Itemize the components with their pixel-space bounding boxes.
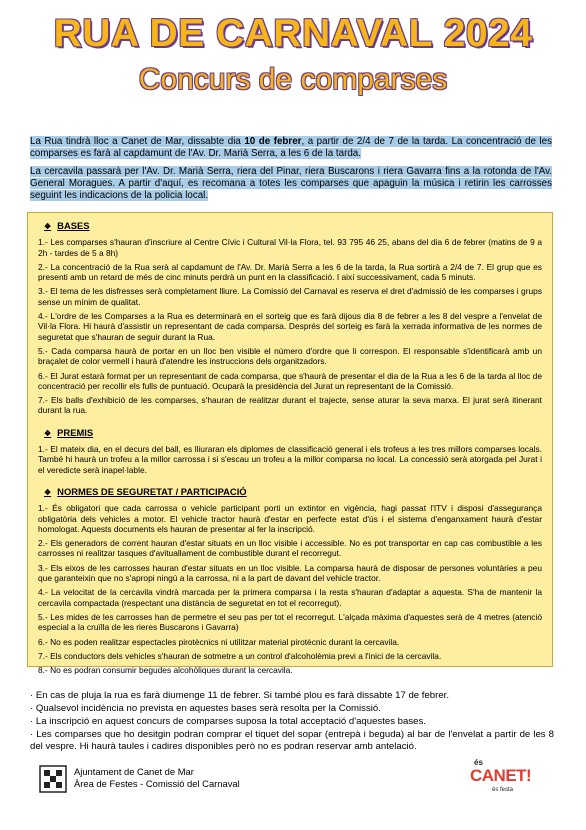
- list-item: 1.- És obligatori que cada carrossa o vehicle participant porti un extintor en vigència, hagi passat l'ITV i disposi d'assegurança obligatòria dels vehicles a motor. El vehicle tractor haurà d'estar en perfecte estat d'ús i el sistema d'enganxament haurà d'estar homologat. Aquests documents els hauran de presentar al fer la inscripció.: [38, 503, 542, 534]
- list-item: 5.- Les mides de les carrosses han de permetre el seu pas per tot el recorregut. L'alçada màxima d'aquestes serà de 4 metres (atenció especial a la cruïlla de les rieres Buscarons i Gavarra): [38, 611, 542, 633]
- intro-paragraph-2: [30, 166, 552, 202]
- section-heading-normes: ❖ NORMES DE SEGURETAT / PARTICIPACIÓ: [44, 485, 247, 497]
- list-item: 6.- El Jurat estarà format per un representant de cada comparsa, que s'haurà de presentar el dia de la Rua a les 6 de la tarda al lloc de concentració per recollir els fulls de puntuació. Ocuparà la presidència del Jurat un representant de la Comissió.: [38, 370, 542, 391]
- list-item: 1.- El mateix dia, en el decurs del ball, es lliuraran els diplomes de classificació general i els trofeus a les tres millors comparses locals. També hi haurà un trofeu a la millor carrossa i si s'escau un trofeu a la millor comparsa no local. La concessió serà atorgada pel Jurat i el veredicte serà inapel·lable.: [38, 444, 542, 475]
- notes-section: [30, 690, 554, 754]
- intro-text: , a partir de 2/4 de 7 de la tarda. La concentració de les comparses es farà al capdamunt de l'Av. Dr. Marià Serra, a les 6 de la tarda.: [30, 136, 552, 159]
- list-item: 8.- No es podran consumir begudes alcohòliques durant la cercavila.: [38, 665, 293, 676]
- list-item: 7.- Els conductors dels vehicles s'hauran de sotmetre a un control d'alcoholèmia previ a l'inici de la cercavila.: [38, 650, 442, 661]
- section-heading-bases: ❖ BASES: [44, 220, 90, 231]
- footer-line: Ajuntament de Canet de Mar: [74, 766, 194, 777]
- intro-date: 10 de febrer: [244, 136, 302, 147]
- list-item: 3.- Els eixos de les carrosses hauran d'estar situats en un lloc visible. La comparsa haurà de disposar de persones voluntàries a peu que garanteixin que no s'apropi ningú a la carrossa, ni a la part de davant del vehicle tractor.: [38, 562, 542, 584]
- list-item: 1.- Les comparses s'hauran d'inscriure al Centre Cívic i Cultural Vil·la Flora, tel. 93 795 46 25, abans del dia 6 de febrer (matins de 9 a 2h - tardes de 5 a 8h): [38, 237, 542, 258]
- intro-text: La cercavila passarà per l'Av. Dr. Marià Serra, riera del Pinar, riera Buscarons i riera Gavarra fins a la rotonda de l'Av. General Moragues. A partir d'aquí, es recomana a totes les comparses que apaguin la música i retirin les carrosses seguint les indicacions de la policia local.: [30, 166, 552, 201]
- diamond-bullet-icon: ❖: [44, 428, 52, 438]
- page-title: RUA DE CARNAVAL 2024: [53, 12, 533, 55]
- intro-section: [30, 136, 552, 208]
- list-item: 4.- La velocitat de la cercavila vindrà marcada per la primera comparsa i la resta s'hauran d'adaptar a aquesta. S'ha de mantenir la cercavila compactada (respectant una distància de seguretat en tot el recorregut).: [38, 587, 542, 608]
- canet-logo: és CANET! és festa: [470, 758, 532, 793]
- rules-box: [27, 212, 553, 676]
- town-crest-icon: [38, 764, 68, 794]
- footer-text: [74, 766, 240, 790]
- note-item: · La inscripció en aquest concurs de comparses suposa la total acceptació d'aquestes bases.: [30, 716, 426, 727]
- diamond-bullet-icon: ❖: [44, 222, 52, 231]
- list-item: 2.- Els generadors de corrent hauran d'estar situats en un lloc visible i accessible. No es pot transportar en cap cas combustible a les carrosses ni realitzar tasques d'avituallament de combustible durant el recorregut.: [38, 538, 542, 559]
- intro-paragraph-1: [30, 136, 552, 160]
- list-item: 2.- La concentració de la Rua serà al capdamunt de l'Av. Dr. Marià Serra a les 6 de la tarda, la Rua sortirà a 2/4 de 7. El grup que es presenti amb un retard de més de cinc minuts perdrà un punt en la classificació. I així successivament, cada 5 minuts.: [38, 261, 542, 283]
- note-item: · En cas de pluja la rua es farà diumenge 11 de febrer. Si també plou es farà dissabte 17 de febrer.: [30, 690, 450, 701]
- section-heading-premis: ❖ PREMIS: [44, 426, 94, 438]
- footer: [38, 758, 558, 818]
- list-item: 7.- Els balls d'exhibició de les comparses, s'hauran de realitzar durant el trajecte, sense aturar la seva marxa. El jurat serà itinerant durant la rua.: [38, 395, 542, 416]
- list-item: 6.- No es poden realitzar espectacles pirotècnics ni utilitzar material pirotècnic durant la cercavila.: [38, 636, 400, 647]
- diamond-bullet-icon: ❖: [44, 487, 52, 497]
- note-item: · Les comparses que ho desitgin podran comprar el tiquet del sopar (entrepà i beguda) al bar de l'envelat a partir de les 8 del vespre. Hi haurà taules i cadires disponibles però no es podran reservar amb antelació.: [30, 729, 554, 752]
- footer-line: Àrea de Festes - Comissió del Carnaval: [74, 778, 240, 789]
- note-item: · Qualsevol incidència no prevista en aquestes bases serà resolta per la Comissió.: [30, 703, 381, 714]
- list-item: 4.- L'ordre de les Comparses a la Rua es determinarà en el sorteig que es farà dijous dia 8 de febrer a les 8 del vespre a l'envelat de Vil·la Flora. Hi haurà d'assistir un representant de cada comparsa. Després del sorteig es farà la xerrada informativa de les normes de seguretat que s'hauran de seguir durant la Rua.: [38, 311, 542, 342]
- page-subtitle: Concurs de comparses: [138, 63, 448, 96]
- list-item: 3.- El tema de les disfresses serà completament lliure. La Comissió del Carnaval es reserva el dret d'admissió de les comparses i grups sense un mínim de qualitat.: [38, 286, 542, 307]
- list-item: 5.- Cada comparsa haurà de portar en un lloc ben visible el número d'ordre que li correspon. El responsable s'identificarà amb un braçalet de color vermell i haurà d'atendre les instruccions dels organitzadors.: [38, 345, 542, 367]
- intro-text: La Rua tindrà lloc a Canet de Mar, dissabte dia: [30, 136, 245, 147]
